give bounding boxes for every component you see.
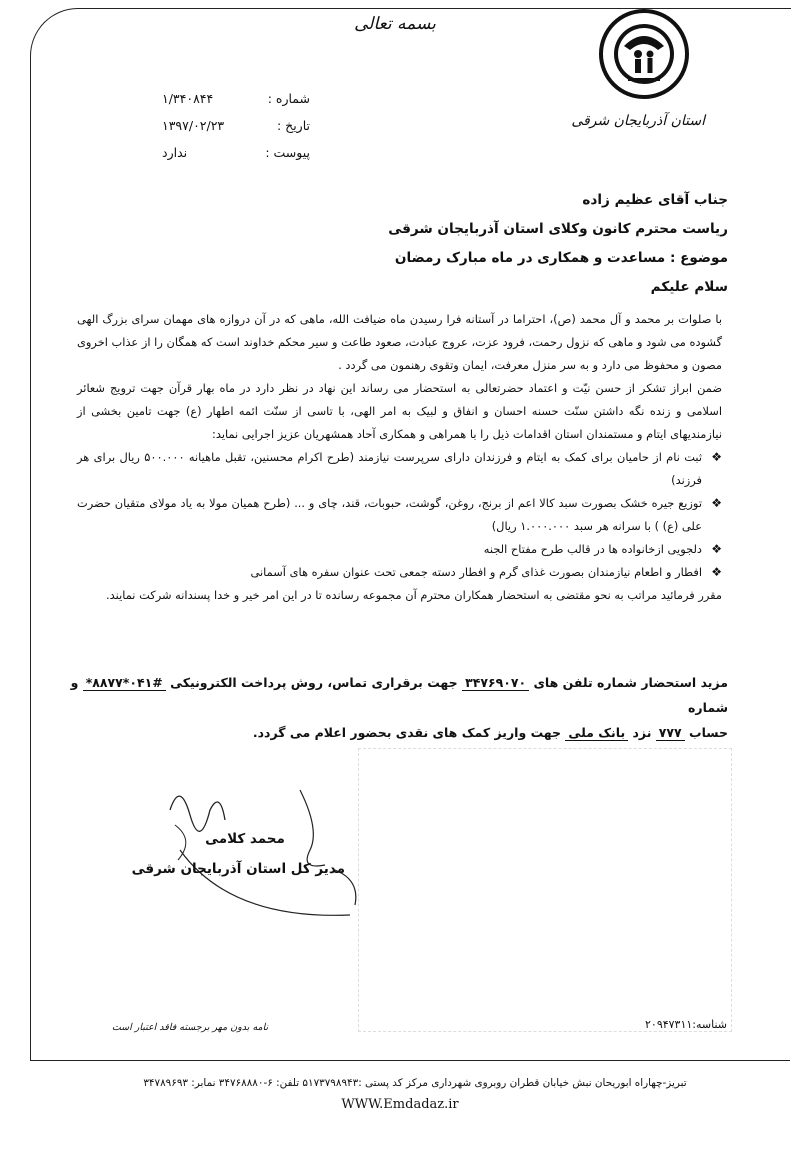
diamond-bullet-icon: ❖ [711,542,722,556]
body-paragraph-request: مقرر فرمائید مراتب به نحو مقتضی به استحضار همکاران محترم آن مجموعه رسانده تا در این امر خیر و خدا پسندانه شرکت نمایند. [106,588,722,602]
signatory-title: مدیر کل استان آذربایجان شرقی [131,861,345,877]
letter-number-row [150,85,310,112]
letter-attachment-label: پیوست : [265,145,310,160]
recipient-title: ریاست محترم کانون وکلای استان آذربایجان شرقی [388,221,728,237]
letter-date-row [150,112,310,139]
list-item: ❖ افطار و اطعام نیازمندان بصورت غذای گرم و افطار دسته جمعی تحت عنوان سفره های آسمانی [77,561,722,584]
letter-attachment-value: ندارد [162,145,188,160]
tracking-id-value: ۲۰۹۴۷۳۱۱ [645,1018,693,1031]
account-number: ۷۷۷ [656,725,685,741]
province-name-script: استان آذربایجان شرقی [571,113,705,129]
list-item: ❖ ثبت نام از حامیان برای کمک به ایتام و فرزندان دارای سرپرست نیازمند (طرح اکرام محسنین، تقبل ماهیانه ۵۰۰.۰۰۰ ریال برای هر فرزند) [77,446,722,492]
diamond-bullet-icon: ❖ [711,450,722,464]
signatory-block [105,824,345,884]
organization-logo [598,8,690,100]
letter-attachment-row [150,139,310,166]
contact-line-2: حساب ۷۷۷ نزد بانک ملی جهت واریز کمک های نقدی بحضور اعلام می گردد. [252,725,728,740]
redacted-area [358,748,732,1032]
recipient-name: جناب آقای عظیم زاده [582,192,728,208]
letter-date-value: ۱۳۹۷/۰۲/۲۳ [162,118,225,133]
body-paragraph-intro: با صلوات بر محمد و آل محمد (ص)، احتراما در آستانه فرا رسیدن ماه ضیافت الله، ماهی که در آن دروازه های مهمان سرای بزرگ الهی گشوده می شود و ماهی که نزول رحمت، فرود عزت، عروج عبادت، صعود طاعت و سیر محکم خداوند است که همگان را از عذاب اخروی مصون و محفوظ می دارد و به سر منزل معرفت، ایمان وتقوی رهنمون می گردد . [77,312,722,372]
contact-line-1: مزید استحضار شماره تلفن های ۳۴۷۶۹۰۷۰ جهت برقراری تماس، روش پرداخت الکترونیکی #۰۴۱*۸۸۷۷* و شماره [70,675,728,715]
tracking-id-label: شناسه: [692,1018,727,1031]
footer-website-link[interactable]: WWW.Emdadaz.ir [341,1097,459,1112]
action-list [77,446,722,584]
letter-date-label: تاریخ : [276,118,310,133]
subject-line: موضوع : مساعدت و همکاری در ماه مبارک رمضان [394,250,728,266]
contact-info-paragraph [68,670,728,745]
list-item: ❖ توزیع جیره خشک بصورت سبد کالا اعم از برنج، روغن، گوشت، حبوبات، قند، چای و ... (طرح همیان مولا به یاد مولای متقیان حضرت علی (ع) ) با سرانه هر سبد ۱.۰۰۰.۰۰۰ ریال) [77,492,722,538]
list-item: ❖ دلجویی ازخانواده ها در قالب طرح مفتاح الجنه [77,538,722,561]
page-border-bottom [30,1060,790,1061]
letter-metadata [150,85,310,166]
letter-number-value: ۱/۳۴۰۸۴۴ [162,91,214,106]
stamp-validity-note: نامه بدون مهر برجسته فاقد اعتبار است [111,1022,269,1033]
greeting: سلام علیکم [650,279,728,295]
footer-address: تبریز-چهاراه ابوریحان نبش خیابان قطران روبروی شهرداری مرکز کد پستی :۵۱۷۳۷۹۸۹۴۳ تلفن: ۶-۳۴۷۶۸۸۸۰ نمابر: ۳۴۷۸۹۶۹۳ [143,1077,687,1089]
bank-name: بانک ملی [565,725,628,741]
tracking-id [645,1018,727,1031]
body-paragraph-actions: ضمن ابراز تشکر از حسن نیّت و اعتماد حضرتعالی به استحضار می رساند این نهاد در نظر دارد در ماه بهار قرآن جهت ترویج شعائر اسلامی و زنده نگه داشتن سنّت حسنه احسان و انفاق و لبیک به امر الهی، با تاسی از سنّت ائمه اطهار (ع) جهت تامین بخشی از نیازمندیهای ایتام و مستمندان استان اقدامات ذیل را با همراهی و همکاری آحاد همشهریان عزیز اجرایی نماید: [77,381,722,441]
diamond-bullet-icon: ❖ [711,496,722,510]
signatory-name: محمد کلامی [205,831,285,847]
address-block [88,186,728,302]
diamond-bullet-icon: ❖ [711,565,722,579]
letter-body [77,308,722,607]
letter-number-label: شماره : [267,91,310,106]
phone-number: ۳۴۷۶۹۰۷۰ [462,675,529,691]
ussd-code: #۰۴۱*۸۸۷۷* [83,675,166,691]
bismillah-heading: بسمه تعالی [354,14,436,34]
